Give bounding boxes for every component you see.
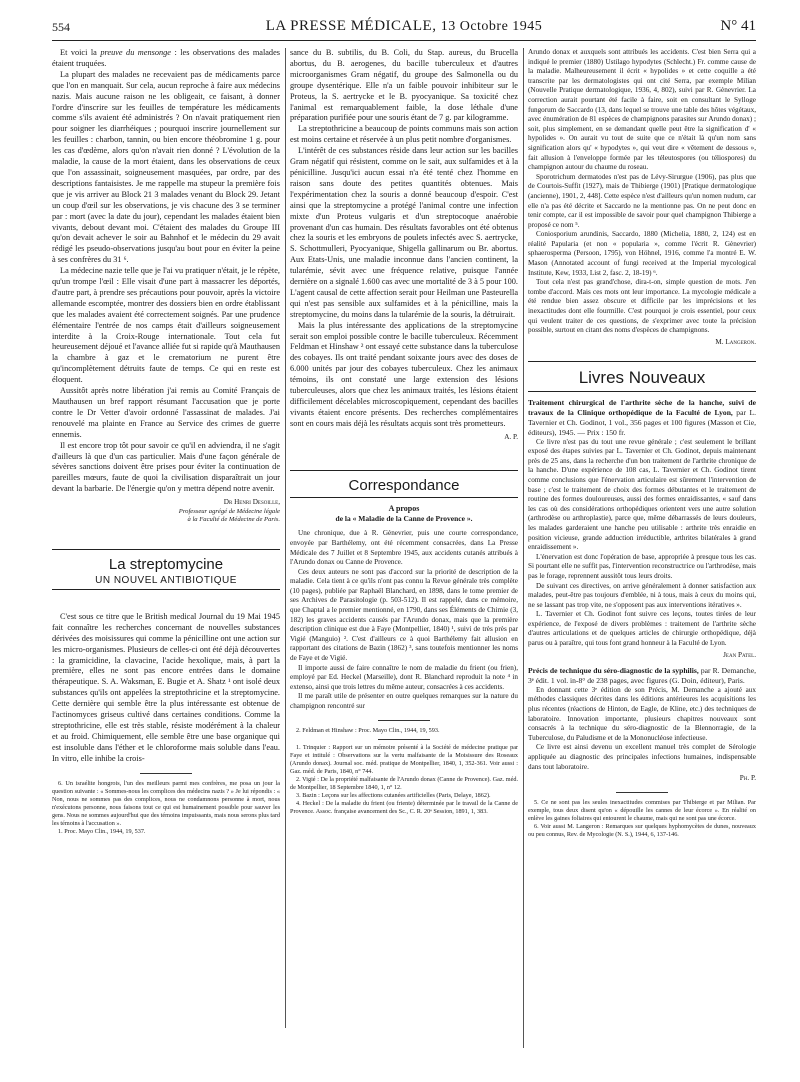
article-paragraph: C'est sous ce titre que le British medical Journal du 19 Mai 1945 fait connaître les recherches concernant de nouvelles substances dérivées des moisissures qui comme la pénicilline ont une action sur les micro-organismes. Plusieurs de celles-ci ont été déjà découvertes : la gramicidine, la clavacine, l'acide hexolique, mais, à part la première, elles ne sont pas encore entrées dans le domaine thérapeutique. S. A. Waksman, E. Bugie et A. Shatz ¹ ont isolé deux substances qu'ils ont appelées la streptothricine et la streptomycine. Cette dernière qui semble être la plus intéressante est obtenue de l'actinomyces griseus cultivé dans certaines conditions. Comme la streptothricine, elle est très stable, résiste modérément à la chaleur et au froid. Chimiquement, elle semble être une base organique qui est insoluble dans l'éther et le chloroforme mais soluble dans l'eau. In vitro, elle inhibe la crois- [52, 611, 280, 763]
footnote: 6. Un israélite hongrois, l'un des meilleurs parmi mes confrères, me posa un jour la question suivante : « Sommes-nous les complices des médecins nazis ? » Je lui répondis : « Non, nous ne sommes pas des complices, nous ne condamnons personne à mort, nous n'exécutons personne, nous faisons tout ce qui est humainement possible pour sauver les gens. Nous ne sommes aujourd'hui que des témoins impuissants, mais nous serons plus tard les témoins à l'accusation ». [52, 779, 280, 828]
footnote: 2. Vigié : De la propriété malfaisante de l'Arundo donax (Canne de Provence). Gaz. méd. de Montpellier, 18 Septembre 1840, 1, n° 12. [290, 776, 518, 792]
page-header [52, 18, 756, 41]
book-heading: Précis de technique du séro-diagnostic de la syphilis, par R. Demanche, 3ᵉ édit. 1 vol. in-8° de 238 pages, avec figures (G. Doin, éditeur), Paris. [528, 666, 756, 686]
column-divider [285, 48, 286, 1028]
issue-date: 13 Octobre 1945 [440, 19, 543, 34]
footnote-separator [378, 739, 430, 740]
article-paragraph: La streptothricine a beaucoup de points communs mais son action est moins certaine et réservée à un plus petit nombre d'organismes. [290, 124, 518, 145]
author-affiliation: à la Faculté de Médecine de Paris. [187, 516, 280, 524]
journal-title [52, 18, 756, 35]
book-heading: Traitement chirurgical de l'arthrite sèche de la hanche, suivi de travaux de la Clinique orthopédique de la Faculté de Lyon, par L. Tavernier et Ch. Godinot, 1 vol., 356 pages et 100 figures (Masson et Cie, éditeurs), 1945. — Prix : 150 fr. [528, 398, 756, 437]
column-2 [290, 48, 518, 1078]
article-paragraph: sance du B. subtilis, du B. Coli, du Stap. aureus, du Brucella abortus, du B. aerogenes, du bacille tuberculeux et d'autres microorganismes Gram négatif, du groupe des Salmonella ou du groupe dysentérique. Elle n'a un faible pouvoir inhibiteur sur le Proteus, la S. aertrycke et le B. pyocyanique. Sa toxicité chez l'animal est remarquablement faible, la dose léthale d'une préparation purifiée pour une souris étant de 7 g. par kilogramme. [290, 48, 518, 123]
book-review-paragraph: De suivant ces directives, on arrive généralement à donner satisfaction aux malades, peut-être pas toujours d'emblée, ni à tous, mais à ceux du moins qui, ne se lassant pas trop vite, ne s'opposent pas aux interventions itératives ». [528, 581, 756, 609]
article-subtitle: de la « Maladie de la Canne de Provence ». [335, 514, 473, 524]
article-paragraph: Il est encore trop tôt pour savoir ce qu'il en adviendra, il ne s'agit d'ailleurs là que d'un cas particulier. Mais d'une façon générale de sévères sanctions doivent être prises pour éviter la continuation de pareilles mœurs, faute de quoi la civilisation disparaîtrait un jour devant la barbarie. De l'énergie qu'on y mettra dépend notre avenir. [52, 440, 280, 494]
section-title: Correspondance [348, 477, 460, 495]
book-review-paragraph: Ce livre n'est pas du tout une revue générale ; c'est seulement le brillant exposé des étapes suivies par L. Tavernier et Ch. Godinot, depuis maintenant près de 25 ans, dans la recherche d'un bon traitement de l'arthrite chronique de la hanche. D'une expérience de 108 cas, L. Tavernier et Ch. Godinot tirent comme conclusions que l'énervation articulaire est sûrement l'intervention de base ; c'est le traitement de choix des formes débutantes et le traitement de routine des formes douloureuses, aussi des formes enraidissantes, « sauf dans les cas où des considérations orthopédiques orientent vers une autre solution (arthrodèse ou arthroplastie), parce que, même débarrassés de leurs douleurs, les malades garderaient une hanche peu utilisable : arthrite très enraidie en position vicieuse, grande adduction irréductible, arthrites bilatérales à grand enraidissement ». [528, 437, 756, 552]
article-subtitle: A propos [388, 504, 420, 514]
book-review-paragraph: L. Tavernier et Ch. Godinot font suivre ces leçons, toutes tirées de leur expérience, de l'exposé de divers problèmes : traitement de l'arthrite sèche d'autres articulations et de quelques articles de chirurgie orthopédique, déjà parus ou à paraître, qui tous font grand honneur à la Faculté de Lyon. [528, 610, 756, 648]
column-3 [528, 48, 756, 1078]
article-paragraph: La médecine nazie telle que je l'ai vu pratiquer n'était, je le répète, qu'un trompe l'œil : Elle visait d'une part à massacrer les déportés, d'autre part, à prendre ses précautions pour pouvoir, après la victoire allemande escomptée, montrer des dossiers bien en ordre établissant que les malades avaient été correctement soignés. Par une prudence élémentaire l'entrée de nos camps était d'ailleurs soigneusement interdite à la Croix-Rouge internationale. Tout cela fut heureusement déjoué et l'avance alliée fut si rapide qu'à Mauthausen la chambre à gaz et le crematorium ne purent être qu'incomplètement détruits faute de temps. Ce qui en reste est éloquent. [52, 266, 280, 385]
review-signature: Ph. P. [739, 774, 756, 783]
article-signature: M. Langeron. [715, 337, 756, 346]
footnote: 1. Trinquier : Rapport sur un mémoire présenté à la Société de médecine pratique par Faye et intitulé : Observations sur la vertu malfaisante de la Moisissure des Roseaux (Arundo donax). Journal soc. méd. pratique de Montpellier, 1840, 1, 352-361. Voir aussi : Gaz. méd. de Paris, 1840, n° 744. [290, 743, 518, 775]
article-paragraph: Coniosporium arundinis, Saccardo, 1880 (Michelia, 1880, 2, 124) est en réalité Papularia (et non « popularia », comme l'écrit R. Gènevrier) sphaerosperma (Persoon, 1795), von Höhnel, 1916, comme l'a montré E. W. Mason (Annotated account of fungi received at the Imperial mycological Institute, Kew, 1933, List 2, fasc. 2, 18-19) ⁶. [528, 230, 756, 277]
author-affiliation: Professeur agrégé de Médecine légale [178, 507, 280, 515]
article-paragraph: Il importe aussi de faire connaître le nom de maladie du frient (ou frien), employé par Ed. Heckel (Marseille), dont R. Blanchard reproduit la note ⁴ in extenso, ainsi que trois lettres du même auteur, consacrées à ces accidents. [290, 663, 518, 691]
article-paragraph: Mais la plus intéressante des applications de la streptomycine serait son emploi possible contre le bacille tuberculeux. Récemment Feldman et Hinshaw ² ont essayé cette substance dans la tuberculose des cobayes. Ils ont traité pendant soixante jours avec des doses de 6.000 unités par jour des cobayes tuberculeux. Chez les animaux témoins, ils ont constaté une large extension des lésions tuberculeuses, alors que chez les animaux traités, les lésions étaient difficilement décelables microscopiquement, cependant des bacilles vivants étaient encore présents. Des recherches complémentaires sont en cours mais déjà les résultats acquis sont très prometteurs. [290, 320, 518, 428]
article-paragraph: Arundo donax et auxquels sont attribués les accidents. C'est bien Serra qui a indiqué le premier (1880) Ustilago hypodytes (Schlecht.) Fr. comme cause de la maladie. Malheureusement il écrit « hypolides » et cette coquille a été transcrite par les dermatologistes qui ont cité Serra, par exemple Milian (Nouvelle Pratique dermatologique, 1936, 4, 802), suivi par R. Gènevrier. La correction aurait pourtant été facile à faire, soit en consultant le Sylloge fungorum de Saccardo (13, dans lequel se trouve une table des hôtes végétaux, avec énumération de 81 espèces de champignons parasites sur Arundo donax) ; soit, plus simplement, en se demandant quelle peut être la signification d' « hypolides ». On aurait vu tout de suite que ce n'était là qu'un nom sans signification alors qu' « hypodytes », qui veut dire « vêtement de dessous », fait allusion à l'enveloppe formée par les téleutospores (ou téliospores) du champignon autour du chaume du roseau. [528, 48, 756, 172]
article-signature: A. P. [504, 432, 518, 441]
article-paragraph: Aussitôt après notre libération j'ai remis au Comité Français de Mauthausen un bref rapport résumant l'accusation que je porte contre le Dr Vetter d'avoir ordonné l'assassinat de malades. J'ai renouvelé ma plainte en France au Service des crimes de guerre ennemis. [52, 386, 280, 439]
footnote: 5. Ce ne sont pas les seules inexactitudes commises par Thibierge et par Milian. Par exemple, tous deux disent qu'on « dépouille les cannes de leur écorce ». En réalité on enlève les gaines foliaires qui entourent le chaume, mais qui ne sont pas une écorce. [528, 798, 756, 822]
footnote: 2. Feldman et Hinshaw : Proc. Mayo Clin., 1944, 19, 593. [296, 726, 440, 734]
footnote: 3. Bazin : Leçons sur les affections cutanées artificielles (Paris, Delaye, 1862). [296, 792, 491, 800]
footnote: 4. Heckel : De la maladie du frient (ou friente) déterminée par le travail de la Canne de Provence. Assoc. française avancement des Sc., C. R. 20ᵉ Session, 1891, 1, 383. [290, 800, 518, 816]
book-review-paragraph: Ce livre est ainsi devenu un excellent manuel très complet de Sérologie appliquée au diagnostic des principales infections humaines, indispensable dans tout laboratoire. [528, 743, 756, 771]
section-heading-correspondance [290, 470, 518, 498]
footnote: 1. Proc. Mayo Clin., 1944, 19, 537. [58, 828, 146, 836]
page-number: 554 [52, 20, 70, 34]
section-subtitle: UN NOUVEL ANTIBIOTIQUE [95, 574, 237, 586]
footnote-separator [616, 792, 668, 793]
section-heading-livres [528, 361, 756, 392]
column-divider [523, 48, 524, 1048]
article-paragraph: Sporotrichum dermatodes n'est pas de Lévy-Sirurgue (1906), pas plus que de Courtois-Suffit (1927), mais de Thibierge (1901) [Pratique dermatologique (ancienne), 1901, 2, 448]. Cette espèce n'est d'ailleurs qu'un nomen nudum, car elle n'a pas été décrite et Saccardo ne la mentionne pas. On ne peut donc en tenir compte, car il est impossible de savoir pour quel champignon Thibierge a proposé ce nom ⁵. [528, 172, 756, 229]
footnote-separator [378, 720, 430, 721]
article-paragraph: La plupart des malades ne recevaient pas de médicaments parce que l'on en manquait. Sur cela, aucun reproche à faire aux médecins nazis. Mais aucune raison ne les obligeait, ce faisant, à donner l'ordre d'inscrire sur les feuilles de température les médicaments comme s'ils avaient été administrés ? On n'avait pratiquement rien pour soigner les diarrhéiques ; pourquoi inscrire journellement sur les feuilles : charbon, tannin, ou bien encore théobromine 1 g. pour les cas d'œdème, alors qu'on n'avait rien donné ? L'évolution de la maladie, la cause de la mort étaient, dans les observations de ceux que l'on assassinait, soigneusement masquées, par ordre, par des descriptions fantaisistes. Je me rappelle ma stupeur la première fois que je vis arriver au Block 21 3 malades venant du Block 29. Jetant un coup d'œil sur les observations, je vis chacune des 3 se terminer par : mort (avec la date du jour), cependant les malades étaient bien vivants, debout devant moi. C'étaient des malades du Groupe III qu'on devait achever le soir au Bahnhof et le médecin du 29 avait rédigé les pseudo-observations jusqu'au bout pour en éviter la peine à ses confrères du 31 ⁶. [52, 69, 280, 265]
author-signature: Dr Henri Desoille, [223, 498, 280, 507]
article-paragraph: Il me paraît utile de présenter en outre quelques remarques sur la nature du champignon rencontré sur [290, 692, 518, 710]
article-intro: Et voici la preuve du mensonge : les observations des malades étaient truquées. [52, 48, 280, 68]
article-paragraph: L'intérêt de ces substances réside dans leur action sur les bacilles Gram négatif qui résistent, comme on le sait, aux sulfamides et à la pénicilline. Jusqu'ici aucun essai n'a été tenté chez l'homme en raison sans doute des petites quantités obtenues. Mais l'expérimentation chez la souris a donné beaucoup d'espoir. C'est ainsi que la streptomycine a protégé l'animal contre une infection mixte d'un Proteus vulgaris et d'un streptocoque anaérobie provenant d'un cas humain. Des résultats favorables ont été obtenus chez la souris et les embryons de poulets infectés avec S. aertrycke, S. Schottmulleri, Pyocyanique, Shigella gallinarum ou Br. abortus. Aux Etats-Unis, une maladie inconnue dans l'ancien continent, la tularémie, sévit avec une fréquence relative, puisque l'année dernière on a signalé 1.600 cas avec une mortalité de 3 à 5 pour 100. L'agent causal de cette affection serait pour Heilman une Pasteurella qui n'est pas sensible aux sulfamides et à la pénicilline, mais la streptomycine, du moins dans la tularémie de la souris, la détruirait. [290, 146, 518, 319]
article-paragraph: Ces deux auteurs ne sont pas d'accord sur la priorité de description de la maladie. Cela tient à ce qu'ils n'ont pas connu la Revue générale très complète (10 pages), publiée par Raphaël Blanchard, en 1898, dans le tome premier de ses Archives de Parasitologie (p. 503-512). Il est rappelé, dans ce mémoire, que Chaptal a le premier mentionné, en 1790, dans ses Éléments de Chimie (3, 182) les graves accidents causés par l'Arundo donax, mais que la première description clinique est due à Faye (Montpellier, 1840) ¹, suivi de très près par Vigié (Manguio) ². C'est d'ailleurs ce à quoi Barthélemy fait allusion en rapportant des citations de Bazin (1862) ³, sans toutefois mentionner les noms de Faye et de Vigié. [290, 567, 518, 663]
section-heading-streptomycine [52, 549, 280, 590]
issue-number: N° 41 [720, 18, 756, 34]
article-paragraph: Tout cela n'est pas grand'chose, dira-t-on, simple question de mots. J'en tombe d'accord. Mais ces mots ont leur importance. La mycologie médicale a été rendue bien assez obscure et difficile par les imprécisions et les inexactitudes dont elle fourmille. C'est pourquoi je crois essentiel, pour ceux qui veulent traiter de ces questions, de s'exprimer avec toute la précision possible, surtout en citant des noms d'espèces de champignons. [528, 278, 756, 335]
review-signature: Jean Patel. [723, 650, 756, 659]
book-review-paragraph: En donnant cette 3ᵉ édition de son Précis, M. Demanche a ajouté aux méthodes classiques décrites dans les éditions antérieures les acquisitions les plus récentes (réactions de Hinton, de Eagle, de Kline, etc.) des techniques de laboratoire. Innovation importante, plusieurs chapitres nouveaux sont consacrés à la technique du séro-diagnostic de la Blennorragie, de la Tuberculose, du Paludisme et de la Mononucléose infectieuse. [528, 685, 756, 742]
column-1 [52, 48, 280, 1078]
book-review-paragraph: L'énervation est donc l'opération de base, appropriée à presque tous les cas. Si pourtant elle ne suffit pas, l'intervention reconstructrice ou l'arthrodèse, mais pas le forage, reprennent aussitôt tous leurs droits. [528, 552, 756, 580]
section-title: Livres Nouveaux [578, 368, 706, 388]
footnote: 6. Voir aussi M. Langeron : Remarques sur quelques hyphomycètes de dunes, nouveaux ou peu connus, Rev. de Mycologie (N. S.), 1944, 6, 137-146. [528, 823, 756, 839]
journal-name: LA PRESSE MÉDICALE, [265, 18, 437, 34]
article-paragraph: Une chronique, due à R. Gènevrier, puis une courte correspondance, envoyée par Barthélemy, ont été récemment consacrées, dans La Presse Médicale des 7 Juillet et 8 Septembre 1945, aux accidents cutanés attribués à l'Arundo donax ou Canne de Provence. [290, 529, 518, 567]
footnote-separator [140, 773, 192, 774]
section-title: La streptomycine [108, 555, 224, 573]
